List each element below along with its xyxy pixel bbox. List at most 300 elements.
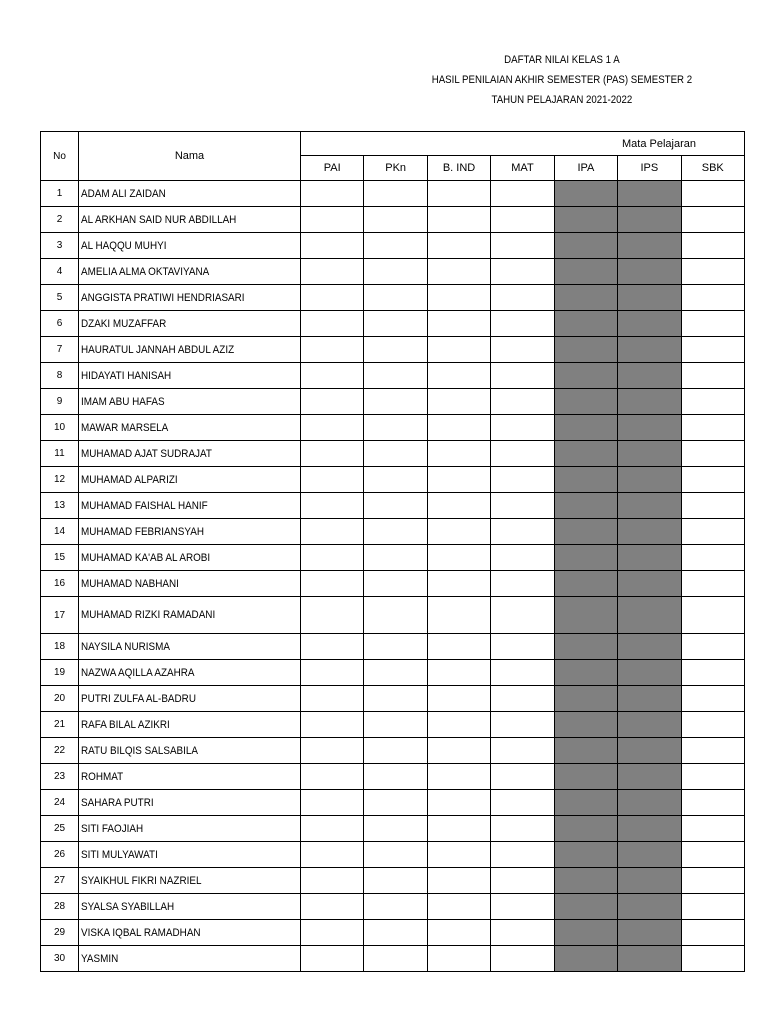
grade-cell-ips[interactable] [618, 571, 681, 597]
grade-cell-mat[interactable] [491, 920, 554, 946]
grade-cell-pai[interactable] [301, 233, 364, 259]
grade-cell-ips[interactable] [618, 868, 681, 894]
table-row [41, 363, 745, 389]
student-name-cell [79, 868, 301, 894]
grade-cell-mat[interactable] [491, 337, 554, 363]
subject-header-mat: MAT [491, 156, 554, 181]
grade-cell-pkn[interactable] [364, 545, 427, 571]
grade-cell-mat[interactable] [491, 571, 554, 597]
student-number: 28 [41, 894, 79, 920]
grade-cell-mat[interactable] [491, 259, 554, 285]
student-name-cell [79, 363, 301, 389]
student-number: 26 [41, 842, 79, 868]
grade-cell-sbk[interactable] [681, 920, 744, 946]
grade-cell-pai[interactable] [301, 493, 364, 519]
grade-cell-pkn[interactable] [364, 259, 427, 285]
grade-cell-sbk[interactable] [681, 415, 744, 441]
subject-header-pai: PAI [301, 156, 364, 181]
grade-cell-ips[interactable] [618, 493, 681, 519]
grade-cell-pai[interactable] [301, 634, 364, 660]
student-name: SITI FAOJIAH [81, 822, 144, 835]
grade-cell-ipa[interactable] [554, 519, 617, 545]
grade-cell-sbk[interactable] [681, 842, 744, 868]
student-name-cell [79, 790, 301, 816]
grade-cell-pai[interactable] [301, 571, 364, 597]
grade-cell-ips[interactable] [618, 285, 681, 311]
grade-cell-sbk[interactable] [681, 868, 744, 894]
grade-cell-ipa[interactable] [554, 894, 617, 920]
table-row [41, 389, 745, 415]
grade-cell-pkn[interactable] [364, 597, 427, 634]
grade-cell-mat[interactable] [491, 441, 554, 467]
grade-cell-bind[interactable] [427, 545, 490, 571]
grade-cell-bind[interactable] [427, 181, 490, 207]
grade-cell-pai[interactable] [301, 842, 364, 868]
column-header-no: No [41, 132, 79, 181]
grade-cell-pkn[interactable] [364, 181, 427, 207]
grade-cell-sbk[interactable] [681, 686, 744, 712]
grade-cell-sbk[interactable] [681, 712, 744, 738]
grade-cell-pai[interactable] [301, 597, 364, 634]
grade-cell-mat[interactable] [491, 634, 554, 660]
grade-cell-bind[interactable] [427, 389, 490, 415]
grade-cell-mat[interactable] [491, 545, 554, 571]
grade-cell-pai[interactable] [301, 415, 364, 441]
grade-cell-ipa[interactable] [554, 363, 617, 389]
grade-cell-ipa[interactable] [554, 842, 617, 868]
grade-cell-ips[interactable] [618, 207, 681, 233]
grade-cell-ips[interactable] [618, 686, 681, 712]
grade-cell-mat[interactable] [491, 868, 554, 894]
grade-cell-pai[interactable] [301, 259, 364, 285]
grade-cell-pai[interactable] [301, 686, 364, 712]
student-name-cell [79, 686, 301, 712]
grade-cell-ips[interactable] [618, 920, 681, 946]
subject-header-ipa: IPA [554, 156, 617, 181]
grade-cell-mat[interactable] [491, 389, 554, 415]
grade-cell-pkn[interactable] [364, 946, 427, 972]
grade-cell-ipa[interactable] [554, 790, 617, 816]
grade-cell-pai[interactable] [301, 519, 364, 545]
student-name: SYALSA SYABILLAH [81, 900, 175, 913]
student-number: 8 [41, 363, 79, 389]
grade-cell-ips[interactable] [618, 946, 681, 972]
grade-cell-pkn[interactable] [364, 233, 427, 259]
grade-cell-sbk[interactable] [681, 764, 744, 790]
grade-cell-pai[interactable] [301, 545, 364, 571]
grade-cell-mat[interactable] [491, 764, 554, 790]
student-number: 2 [41, 207, 79, 233]
student-name-cell [79, 738, 301, 764]
grade-cell-ipa[interactable] [554, 868, 617, 894]
table-row [41, 181, 745, 207]
student-name-cell [79, 337, 301, 363]
grade-cell-pai[interactable] [301, 894, 364, 920]
grade-cell-sbk[interactable] [681, 816, 744, 842]
grade-cell-ipa[interactable] [554, 686, 617, 712]
grade-cell-sbk[interactable] [681, 207, 744, 233]
grade-cell-ipa[interactable] [554, 920, 617, 946]
table-row [41, 467, 745, 493]
grade-cell-ips[interactable] [618, 660, 681, 686]
student-name-cell [79, 764, 301, 790]
grade-cell-pkn[interactable] [364, 415, 427, 441]
grade-cell-sbk[interactable] [681, 519, 744, 545]
student-name: NAYSILA NURISMA [81, 640, 170, 653]
grade-cell-ips[interactable] [618, 519, 681, 545]
grade-cell-pkn[interactable] [364, 660, 427, 686]
grade-cell-pkn[interactable] [364, 816, 427, 842]
grade-cell-pai[interactable] [301, 920, 364, 946]
grade-cell-pkn[interactable] [364, 493, 427, 519]
grade-cell-pkn[interactable] [364, 868, 427, 894]
grade-cell-ipa[interactable] [554, 233, 617, 259]
grade-cell-pkn[interactable] [364, 738, 427, 764]
grade-cell-bind[interactable] [427, 441, 490, 467]
grade-cell-sbk[interactable] [681, 337, 744, 363]
grade-cell-pkn[interactable] [364, 337, 427, 363]
student-name-cell [79, 519, 301, 545]
grade-cell-ipa[interactable] [554, 441, 617, 467]
grade-cell-mat[interactable] [491, 363, 554, 389]
grade-cell-ipa[interactable] [554, 337, 617, 363]
grade-cell-pkn[interactable] [364, 441, 427, 467]
grade-cell-pkn[interactable] [364, 764, 427, 790]
grade-cell-bind[interactable] [427, 816, 490, 842]
grade-cell-sbk[interactable] [681, 634, 744, 660]
student-name-cell [79, 207, 301, 233]
grade-cell-pai[interactable] [301, 363, 364, 389]
student-number: 4 [41, 259, 79, 285]
grade-cell-ips[interactable] [618, 415, 681, 441]
grade-cell-ipa[interactable] [554, 816, 617, 842]
student-name: RATU BILQIS SALSABILA [81, 744, 199, 757]
grade-cell-bind[interactable] [427, 946, 490, 972]
student-name: SYAIKHUL FIKRI NAZRIEL [81, 874, 202, 887]
student-name: RAFA BILAL AZIKRI [81, 718, 170, 731]
grade-cell-pkn[interactable] [364, 790, 427, 816]
grade-cell-bind[interactable] [427, 337, 490, 363]
subject-header-pkn: PKn [364, 156, 427, 181]
grade-cell-bind[interactable] [427, 634, 490, 660]
grade-cell-pkn[interactable] [364, 712, 427, 738]
grade-cell-sbk[interactable] [681, 790, 744, 816]
grade-cell-pkn[interactable] [364, 467, 427, 493]
grade-cell-sbk[interactable] [681, 259, 744, 285]
grade-cell-sbk[interactable] [681, 285, 744, 311]
grade-cell-mat[interactable] [491, 894, 554, 920]
grade-cell-ipa[interactable] [554, 634, 617, 660]
student-name: SAHARA PUTRI [81, 796, 154, 809]
grade-cell-ips[interactable] [618, 816, 681, 842]
grade-cell-sbk[interactable] [681, 181, 744, 207]
grade-cell-sbk[interactable] [681, 571, 744, 597]
student-name: MAWAR MARSELA [81, 421, 169, 434]
grade-cell-mat[interactable] [491, 712, 554, 738]
table-row [41, 816, 745, 842]
grade-cell-ips[interactable] [618, 894, 681, 920]
grade-cell-sbk[interactable] [681, 660, 744, 686]
grade-cell-ips[interactable] [618, 337, 681, 363]
grade-cell-pkn[interactable] [364, 519, 427, 545]
table-row [41, 894, 745, 920]
grade-cell-bind[interactable] [427, 790, 490, 816]
grade-cell-mat[interactable] [491, 790, 554, 816]
grade-cell-ipa[interactable] [554, 493, 617, 519]
table-row [41, 946, 745, 972]
grade-cell-mat[interactable] [491, 493, 554, 519]
student-name: AMELIA ALMA OKTAVIYANA [81, 265, 210, 278]
grade-cell-ips[interactable] [618, 764, 681, 790]
grade-cell-pkn[interactable] [364, 571, 427, 597]
student-name: HAURATUL JANNAH ABDUL AZIZ [81, 343, 235, 356]
grade-cell-ipa[interactable] [554, 207, 617, 233]
grade-cell-ipa[interactable] [554, 311, 617, 337]
grade-cell-bind[interactable] [427, 311, 490, 337]
grade-cell-ipa[interactable] [554, 738, 617, 764]
grade-cell-pkn[interactable] [364, 894, 427, 920]
grade-cell-pai[interactable] [301, 946, 364, 972]
student-number: 7 [41, 337, 79, 363]
grade-cell-mat[interactable] [491, 816, 554, 842]
grade-cell-sbk[interactable] [681, 738, 744, 764]
grade-cell-bind[interactable] [427, 571, 490, 597]
grade-cell-bind[interactable] [427, 519, 490, 545]
grade-cell-sbk[interactable] [681, 493, 744, 519]
grade-cell-mat[interactable] [491, 597, 554, 634]
student-name: DZAKI MUZAFFAR [81, 317, 167, 330]
student-number: 17 [41, 597, 79, 634]
student-number: 14 [41, 519, 79, 545]
student-name: MUHAMAD NABHANI [81, 577, 179, 590]
grade-cell-pkn[interactable] [364, 842, 427, 868]
grade-cell-pkn[interactable] [364, 389, 427, 415]
grade-cell-ips[interactable] [618, 634, 681, 660]
table-row [41, 634, 745, 660]
grade-cell-ips[interactable] [618, 790, 681, 816]
grade-cell-ipa[interactable] [554, 597, 617, 634]
student-number: 25 [41, 816, 79, 842]
column-header-name: Nama [79, 132, 301, 181]
grade-cell-pai[interactable] [301, 738, 364, 764]
grade-cell-ips[interactable] [618, 738, 681, 764]
student-name: MUHAMAD KA'AB AL AROBI [81, 551, 211, 564]
grade-cell-pai[interactable] [301, 389, 364, 415]
grade-cell-mat[interactable] [491, 181, 554, 207]
grade-cell-mat[interactable] [491, 686, 554, 712]
grade-cell-ipa[interactable] [554, 545, 617, 571]
grade-cell-sbk[interactable] [681, 363, 744, 389]
grade-cell-ips[interactable] [618, 363, 681, 389]
student-number: 19 [41, 660, 79, 686]
grade-cell-pai[interactable] [301, 337, 364, 363]
grade-cell-mat[interactable] [491, 660, 554, 686]
student-name-cell [79, 842, 301, 868]
grade-cell-ips[interactable] [618, 389, 681, 415]
student-name: MUHAMAD RIZKI RAMADANI [81, 609, 216, 621]
grade-cell-mat[interactable] [491, 207, 554, 233]
student-number: 3 [41, 233, 79, 259]
student-name-cell [79, 467, 301, 493]
grade-cell-ips[interactable] [618, 181, 681, 207]
student-number: 27 [41, 868, 79, 894]
table-row [41, 686, 745, 712]
grade-cell-bind[interactable] [427, 660, 490, 686]
grade-cell-pkn[interactable] [364, 311, 427, 337]
grade-cell-mat[interactable] [491, 946, 554, 972]
student-name-cell [79, 946, 301, 972]
grade-cell-ipa[interactable] [554, 285, 617, 311]
grade-cell-pai[interactable] [301, 816, 364, 842]
grade-cell-ipa[interactable] [554, 259, 617, 285]
grade-cell-sbk[interactable] [681, 894, 744, 920]
grade-cell-pai[interactable] [301, 181, 364, 207]
student-name: VISKA IQBAL RAMADHAN [81, 926, 201, 939]
grade-cell-pai[interactable] [301, 311, 364, 337]
grade-cell-ipa[interactable] [554, 467, 617, 493]
student-name-cell [79, 389, 301, 415]
grade-cell-bind[interactable] [427, 842, 490, 868]
grade-cell-mat[interactable] [491, 285, 554, 311]
grade-cell-ips[interactable] [618, 259, 681, 285]
grade-cell-ipa[interactable] [554, 946, 617, 972]
grade-cell-bind[interactable] [427, 415, 490, 441]
grade-cell-pkn[interactable] [364, 920, 427, 946]
grade-cell-mat[interactable] [491, 415, 554, 441]
table-row [41, 493, 745, 519]
student-number: 20 [41, 686, 79, 712]
document-subtitle: HASIL PENILAIAN AKHIR SEMESTER (PAS) SEMESTER 2 [431, 74, 693, 86]
student-number: 21 [41, 712, 79, 738]
grade-cell-bind[interactable] [427, 259, 490, 285]
grade-cell-ipa[interactable] [554, 660, 617, 686]
grade-cell-sbk[interactable] [681, 233, 744, 259]
table-row [41, 868, 745, 894]
grade-cell-mat[interactable] [491, 311, 554, 337]
grade-cell-ips[interactable] [618, 311, 681, 337]
grade-cell-bind[interactable] [427, 712, 490, 738]
grade-cell-ips[interactable] [618, 233, 681, 259]
grade-cell-ipa[interactable] [554, 764, 617, 790]
student-name: MUHAMAD FAISHAL HANIF [81, 499, 208, 512]
grade-cell-sbk[interactable] [681, 545, 744, 571]
grade-cell-bind[interactable] [427, 493, 490, 519]
student-name: MUHAMAD ALPARIZI [81, 473, 178, 486]
table-row [41, 790, 745, 816]
table-row [41, 660, 745, 686]
table-row [41, 233, 745, 259]
table-row [41, 519, 745, 545]
grade-cell-sbk[interactable] [681, 441, 744, 467]
grade-cell-bind[interactable] [427, 233, 490, 259]
grade-cell-bind[interactable] [427, 920, 490, 946]
grade-cell-pkn[interactable] [364, 207, 427, 233]
student-name-cell [79, 571, 301, 597]
grade-cell-ips[interactable] [618, 712, 681, 738]
student-number: 5 [41, 285, 79, 311]
grade-cell-ipa[interactable] [554, 389, 617, 415]
student-number: 13 [41, 493, 79, 519]
student-name-cell [79, 920, 301, 946]
grade-cell-ipa[interactable] [554, 571, 617, 597]
grade-cell-bind[interactable] [427, 467, 490, 493]
grade-cell-bind[interactable] [427, 363, 490, 389]
grade-cell-sbk[interactable] [681, 467, 744, 493]
grade-cell-bind[interactable] [427, 597, 490, 634]
grade-cell-pkn[interactable] [364, 363, 427, 389]
grade-cell-bind[interactable] [427, 868, 490, 894]
table-row [41, 441, 745, 467]
grade-cell-mat[interactable] [491, 467, 554, 493]
grade-cell-mat[interactable] [491, 738, 554, 764]
student-name-cell [79, 634, 301, 660]
student-name: IMAM ABU HAFAS [81, 395, 165, 408]
table-row [41, 259, 745, 285]
grade-cell-bind[interactable] [427, 894, 490, 920]
student-number: 11 [41, 441, 79, 467]
grade-cell-ips[interactable] [618, 545, 681, 571]
table-header-row [41, 132, 745, 156]
grade-cell-pkn[interactable] [364, 686, 427, 712]
grade-cell-pai[interactable] [301, 868, 364, 894]
grade-cell-bind[interactable] [427, 686, 490, 712]
grade-cell-bind[interactable] [427, 207, 490, 233]
grade-cell-ips[interactable] [618, 441, 681, 467]
student-name-cell [79, 311, 301, 337]
student-name: MUHAMAD AJAT SUDRAJAT [81, 447, 212, 460]
grade-cell-bind[interactable] [427, 738, 490, 764]
subject-header-ips: IPS [618, 156, 681, 181]
grade-cell-ipa[interactable] [554, 181, 617, 207]
grade-cell-ips[interactable] [618, 842, 681, 868]
grade-cell-bind[interactable] [427, 285, 490, 311]
grade-cell-pai[interactable] [301, 467, 364, 493]
grade-cell-pai[interactable] [301, 660, 364, 686]
student-name: NAZWA AQILLA AZAHRA [81, 666, 195, 679]
grade-cell-sbk[interactable] [681, 311, 744, 337]
grade-cell-bind[interactable] [427, 764, 490, 790]
student-name-cell [79, 712, 301, 738]
grade-cell-ips[interactable] [618, 597, 681, 634]
grade-cell-sbk[interactable] [681, 946, 744, 972]
grade-cell-mat[interactable] [491, 519, 554, 545]
grade-cell-sbk[interactable] [681, 597, 744, 634]
column-group-subjects: Mata Pelajaran [301, 132, 745, 156]
grade-cell-pai[interactable] [301, 764, 364, 790]
grade-cell-pai[interactable] [301, 285, 364, 311]
grade-cell-ips[interactable] [618, 467, 681, 493]
grade-cell-pkn[interactable] [364, 285, 427, 311]
student-name: AL HAQQU MUHYI [81, 239, 167, 252]
subject-header-sbk: SBK [681, 156, 744, 181]
grade-cell-mat[interactable] [491, 233, 554, 259]
grade-cell-sbk[interactable] [681, 389, 744, 415]
grade-cell-pai[interactable] [301, 207, 364, 233]
grade-cell-pkn[interactable] [364, 634, 427, 660]
student-name-cell [79, 259, 301, 285]
student-number: 22 [41, 738, 79, 764]
student-name: AL ARKHAN SAID NUR ABDILLAH [81, 213, 237, 226]
grade-cell-ipa[interactable] [554, 415, 617, 441]
student-number: 9 [41, 389, 79, 415]
student-name: SITI MULYAWATI [81, 848, 158, 861]
grade-cell-mat[interactable] [491, 842, 554, 868]
grade-cell-pai[interactable] [301, 712, 364, 738]
grade-cell-ipa[interactable] [554, 712, 617, 738]
grade-cell-pai[interactable] [301, 790, 364, 816]
grade-cell-pai[interactable] [301, 441, 364, 467]
document-title: DAFTAR NILAI KELAS 1 A [504, 54, 620, 66]
